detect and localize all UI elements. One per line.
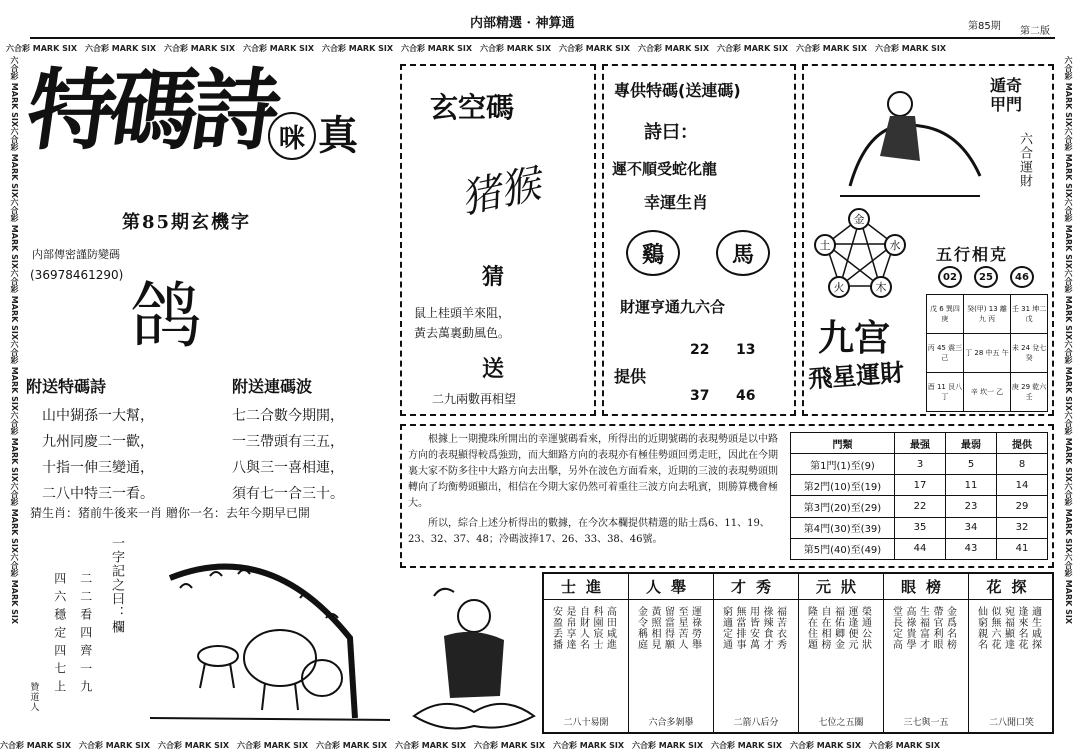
border-logo: 六合彩 MARK SIX — [796, 44, 867, 53]
lucky-animal-2: 馬 — [716, 230, 770, 276]
stats-cell: 17 — [895, 475, 946, 496]
mystery-char: 鸽 — [130, 274, 203, 358]
grade-text-column: 安盈丢播 — [550, 606, 562, 650]
grade-text-column: 是帛享達 — [564, 606, 575, 650]
border-logo: 六合彩 MARK SIX — [243, 44, 314, 53]
palace-cell: 庚 29 乾六 壬 — [1011, 373, 1048, 412]
border-logo: 六合彩 MARK SIX — [79, 741, 150, 750]
element-water: 水 — [884, 234, 906, 256]
stats-header: 最弱 — [946, 433, 997, 454]
one-char-col-2: 四六穩定四七上 — [52, 572, 67, 698]
analysis-paragraph-1: 根據上一期攪珠所開出的幸運號碼看來，所得出的近期號碼的表現勢頭是以中路方向的表現顯得較爲強勁，而大細路方向的表現亦有極佳勢頭回勇走旺，因此在今期裏大家不防多往中大路方向去出擊，另外在波色方面看來，近期的三波的表現勢頭則轉向了均衡勢頭顯出，相信在今期大家仍然可着重往三波方向去吼賓，則勝算機會極大。 — [408, 434, 778, 509]
border-logo: 六合彩 MARK SIX — [10, 411, 19, 482]
grade-text-column: 自財人名 — [577, 606, 589, 650]
guess-line: 猜生肖：猪前牛後来一肖 贈你一名：去年今期早已開 — [30, 506, 310, 520]
stats-cell: 第1門(1)至(9) — [791, 454, 895, 475]
xuankong-title: 玄空碼 — [430, 91, 515, 124]
element-wood: 木 — [870, 276, 892, 298]
stats-header: 門類 — [791, 433, 895, 454]
grade-title: 士進 — [544, 574, 628, 600]
border-logo: 六合彩 MARK SIX — [875, 44, 946, 53]
grade-footer: 六合多剝擧 — [648, 718, 694, 728]
title-suffix: 真 — [318, 112, 358, 159]
border-logo: 六合彩 MARK SIX — [6, 44, 77, 53]
header-title: 内部精選 · 神算通 — [470, 16, 575, 31]
grade-title: 人舉 — [629, 574, 713, 600]
grade-text-column: 仙窮親名 — [975, 606, 987, 650]
special-title: 專供特碼(送連碼) — [614, 81, 741, 100]
border-logo: 六合彩 MARK SIX — [1064, 411, 1073, 482]
border-bottom — [0, 740, 1080, 754]
poem-right-title: 附送連碼波 — [232, 377, 313, 396]
provide-label: 提供 — [614, 367, 647, 386]
border-logo: 六合彩 MARK SIX — [0, 741, 71, 750]
grade-title: 花探 — [969, 574, 1054, 600]
border-right — [1060, 56, 1074, 736]
one-char-col-1: 二二看四齊一九 — [78, 572, 93, 698]
palace-cell: 丁 28 中五 午 — [963, 334, 1010, 373]
grade-column — [629, 574, 714, 732]
stats-cell: 第3門(20)至(29) — [791, 496, 895, 517]
stats-cell: 第2門(10)至(19) — [791, 475, 895, 496]
special-number: 46 — [736, 388, 756, 404]
grade-text-column: 運祿勞舉 — [689, 606, 701, 650]
poem-label: 詩曰： — [644, 122, 698, 143]
wealth-line: 財運亨通九六合 — [620, 298, 726, 316]
grade-text-column: 運逢便元 — [846, 606, 857, 650]
stats-header: 提供 — [997, 433, 1048, 454]
nine-palace-grid — [926, 294, 1048, 412]
poem-left-title: 附送特碼詩 — [26, 377, 107, 396]
xuankong-poem-2: 黃去萬裏動風色。 — [414, 326, 511, 340]
grade-text-column: 隆在住題 — [805, 606, 817, 650]
palace-cell: 壬 31 坤二 戊 — [1011, 295, 1048, 334]
issue-subtitle: 第85期玄機字 — [122, 212, 252, 233]
poem-left-line: 二八中特三一看。 — [42, 486, 154, 502]
element-fire: 火 — [828, 276, 850, 298]
special-number: 22 — [690, 342, 710, 358]
element-metal: 金 — [848, 208, 870, 230]
stats-cell: 8 — [997, 454, 1048, 475]
grade-text-column: 至星苦人 — [676, 606, 687, 650]
xuankong-send-line: 二九兩數再相望 — [432, 392, 517, 406]
xuankong-send: 送 — [482, 356, 505, 382]
border-logo: 六合彩 MARK SIX — [1064, 198, 1073, 269]
border-top — [6, 43, 1074, 55]
secret-note: 内部傳密謹防變碼 — [32, 248, 120, 261]
stats-cell: 14 — [997, 475, 1048, 496]
border-logo: 六合彩 MARK SIX — [632, 741, 703, 750]
border-logo: 六合彩 MARK SIX — [1064, 482, 1073, 553]
one-char-credit: 贊道人 — [28, 682, 39, 712]
rider-illustration — [830, 76, 990, 206]
poem-right — [232, 374, 402, 507]
grade-text-column: 福佑卿金 — [832, 606, 844, 650]
phone-number: (36978461290) — [30, 268, 124, 282]
grade-text-column: 福苦衣秀 — [774, 606, 786, 650]
border-logo: 六合彩 MARK SIX — [10, 553, 19, 624]
stats-cell: 34 — [946, 517, 997, 538]
deity-illustration — [404, 576, 540, 736]
poem-right-line: 須有七一合三十。 — [232, 486, 344, 502]
palace-cell: 未 24 兌七 癸 — [1011, 334, 1048, 373]
title-badge: 咪 — [268, 112, 316, 160]
grade-footer: 七位之五關 — [818, 718, 864, 728]
header-rule — [30, 37, 1055, 39]
stats-cell: 3 — [895, 454, 946, 475]
stats-cell: 35 — [895, 517, 946, 538]
stats-cell: 29 — [997, 496, 1048, 517]
palace-cell: 丙 45 震三 己 — [927, 334, 964, 373]
grade-text-column: 留當得願 — [662, 606, 674, 650]
grade-text — [720, 606, 786, 702]
stats-cell: 23 — [946, 496, 997, 517]
lucky-ball: 46 — [1010, 266, 1034, 288]
one-char-title: 一字記之曰：欄 — [108, 536, 124, 634]
stats-cell: 第4門(30)至(39) — [791, 517, 895, 538]
element-earth: 土 — [814, 234, 836, 256]
palace-cell: 酉 11 艮八 丁 — [927, 373, 964, 412]
grade-column — [884, 574, 969, 732]
grade-footer: 三七與一五 — [903, 718, 949, 728]
border-logo: 六合彩 MARK SIX — [401, 44, 472, 53]
edition-label: 第二版 — [1020, 26, 1050, 37]
flying-star-title: 飛星運財 — [807, 357, 906, 394]
poem-left-line: 九州同慶二一歡， — [42, 434, 154, 450]
qimen-side: 六合運財 — [1016, 132, 1032, 188]
issue-label: 第85期 — [968, 21, 1001, 32]
stats-cell: 43 — [946, 538, 997, 559]
grade-footer: 二八十易開 — [563, 718, 609, 728]
border-logo: 六合彩 MARK SIX — [717, 44, 788, 53]
stats-cell: 41 — [997, 538, 1048, 559]
grade-text-column: 宛福顯達 — [1002, 606, 1014, 650]
grade-title: 眼榜 — [884, 574, 968, 600]
grade-text-column: 適生戚探 — [1029, 606, 1041, 650]
grade-text-column: 黃照相見 — [649, 606, 660, 650]
poem-left-line: 山中猢孫一大幫， — [42, 408, 154, 424]
grade-title: 才秀 — [714, 574, 798, 600]
stats-cell: 32 — [997, 517, 1048, 538]
border-logo: 六合彩 MARK SIX — [10, 482, 19, 553]
poem-left-line: 十指一伸三變通， — [42, 460, 154, 476]
palace-cell: 辛 坎一 乙 — [963, 373, 1010, 412]
grade-text-column: 自在相榜 — [819, 606, 830, 650]
stats-cell: 第5門(40)至(49) — [791, 538, 895, 559]
palace-cell: 癸(甲) 13 離九 丙 — [963, 295, 1010, 334]
sheep-illustration — [150, 548, 390, 738]
border-logo: 六合彩 MARK SIX — [1064, 127, 1073, 198]
special-number: 13 — [736, 342, 756, 358]
poem-right-line: 七二合數今期開， — [232, 408, 344, 424]
border-logo: 六合彩 MARK SIX — [474, 741, 545, 750]
border-logo: 六合彩 MARK SIX — [237, 741, 308, 750]
grade-text-column: 帶官利眼 — [931, 606, 942, 650]
stats-cell: 22 — [895, 496, 946, 517]
grade-footer: 二八閒口笑 — [988, 718, 1034, 728]
border-logo: 六合彩 MARK SIX — [1064, 340, 1073, 411]
grade-text-column: 窮適定通 — [720, 606, 732, 650]
grade-text-column: 金爲名榜 — [944, 606, 956, 650]
grade-text-column: 高祿貴學 — [904, 606, 915, 650]
qimen-title: 遁奇甲門 — [990, 76, 1023, 115]
special-poem-line: 遲不順受蛇化龍 — [612, 160, 718, 178]
border-logo: 六合彩 MARK SIX — [869, 741, 940, 750]
border-logo: 六合彩 MARK SIX — [1064, 553, 1073, 624]
grade-column — [969, 574, 1054, 732]
grade-text-column: 科園宸士 — [591, 606, 602, 650]
analysis-paragraph-2: 所以，綜合上述分析得出的數據，在今次本欄提供精選的貼士爲6、11、19、23、32、37、48；冷碼波捧17、26、33、38、46號。 — [408, 518, 770, 545]
poem-right-line: 一三帶頭有三五， — [232, 434, 344, 450]
grade-text — [890, 606, 956, 702]
grade-text-column: 用皆安萬 — [747, 606, 759, 650]
grade-text-column: 金令稱庭 — [635, 606, 647, 650]
lucky-ball: 02 — [938, 266, 962, 288]
special-number: 37 — [690, 388, 710, 404]
border-logo: 六合彩 MARK SIX — [10, 56, 19, 127]
stats-cell: 44 — [895, 538, 946, 559]
grade-text — [975, 606, 1041, 702]
top-header — [0, 0, 1080, 40]
grade-text-column: 祿辣食才 — [761, 606, 772, 650]
border-logo: 六合彩 MARK SIX — [316, 741, 387, 750]
poem-left — [26, 374, 216, 507]
lucky-label: 幸運生肖 — [644, 193, 709, 212]
grade-text-column: 堂長定高 — [890, 606, 902, 650]
border-logo: 六合彩 MARK SIX — [85, 44, 156, 53]
grade-text-column: 榮通公狀 — [859, 606, 871, 650]
border-logo: 六合彩 MARK SIX — [158, 741, 229, 750]
stats-cell: 5 — [946, 454, 997, 475]
main-title: 特碼詩 — [20, 58, 282, 162]
border-logo: 六合彩 MARK SIX — [480, 44, 551, 53]
border-logo: 六合彩 MARK SIX — [395, 741, 466, 750]
xuankong-guess: 猜 — [482, 264, 505, 290]
border-logo: 六合彩 MARK SIX — [1064, 269, 1073, 340]
grade-footer: 二箭八后分 — [733, 718, 779, 728]
grade-column — [544, 574, 629, 732]
border-logo: 六合彩 MARK SIX — [10, 340, 19, 411]
border-logo: 六合彩 MARK SIX — [10, 198, 19, 269]
nine-palace-title: 九宫 — [818, 317, 891, 359]
grade-text-column: 生福富才 — [917, 606, 929, 650]
xuankong-poem-1: 鼠上桂頭羊來阻， — [414, 306, 511, 320]
grade-text — [805, 606, 871, 702]
grade-text-column: 無當排事 — [734, 606, 745, 650]
stats-table — [790, 432, 1048, 560]
xuankong-scribble: 猪猴 — [456, 161, 545, 223]
grade-column — [714, 574, 799, 732]
grade-title: 元狀 — [799, 574, 883, 600]
grade-text — [635, 606, 701, 702]
border-logo: 六合彩 MARK SIX — [10, 127, 19, 198]
poem-right-line: 八與三一喜相連， — [232, 460, 344, 476]
border-logo: 六合彩 MARK SIX — [553, 741, 624, 750]
stats-cell: 11 — [946, 475, 997, 496]
border-logo: 六合彩 MARK SIX — [638, 44, 709, 53]
border-logo: 六合彩 MARK SIX — [559, 44, 630, 53]
palace-cell: 戊 6 巽四 庚 — [927, 295, 964, 334]
border-logo: 六合彩 MARK SIX — [322, 44, 393, 53]
grade-text-column: 高田咸進 — [604, 606, 616, 650]
grade-text-column: 似無六花 — [989, 606, 1000, 650]
border-logo: 六合彩 MARK SIX — [790, 741, 861, 750]
border-left — [6, 56, 20, 736]
lucky-ball: 25 — [974, 266, 998, 288]
lucky-animal-1: 鷄 — [626, 230, 680, 276]
grade-text — [550, 606, 616, 702]
border-logo: 六合彩 MARK SIX — [1064, 56, 1073, 127]
grade-text-column: 逢來名花 — [1016, 606, 1027, 650]
grade-column — [799, 574, 884, 732]
border-logo: 六合彩 MARK SIX — [711, 741, 782, 750]
wuxing-title: 五行相克 — [936, 245, 1009, 264]
border-logo: 六合彩 MARK SIX — [164, 44, 235, 53]
border-logo: 六合彩 MARK SIX — [10, 269, 19, 340]
stats-header: 最强 — [895, 433, 946, 454]
